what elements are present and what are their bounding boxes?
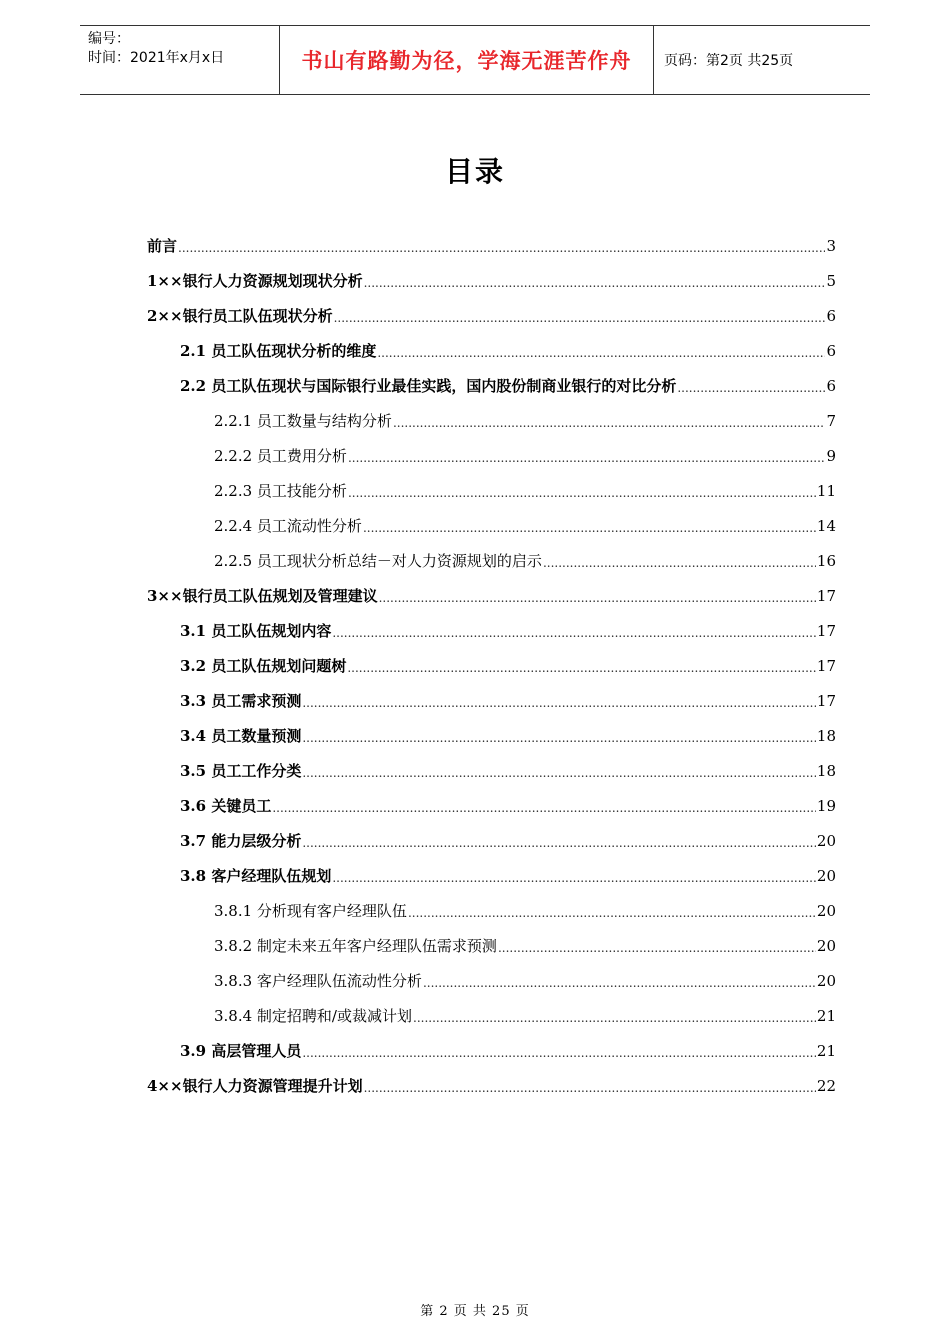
toc-entry-label: 3.9 高层管理人员 bbox=[180, 1042, 302, 1060]
toc-entry-page: 6 bbox=[826, 376, 836, 395]
toc-entry[interactable] bbox=[147, 473, 836, 508]
toc-entry-page: 17 bbox=[816, 586, 836, 605]
page-footer: 第 2 页 共 25 页 bbox=[420, 1304, 530, 1319]
toc-entry[interactable] bbox=[147, 508, 836, 543]
header-time-label: 时间：2021年x月x日 bbox=[88, 50, 225, 66]
toc-entry-label: 3.8.2 制定未来五年客户经理队伍需求预测 bbox=[214, 937, 497, 955]
toc-leader-dots bbox=[363, 522, 816, 543]
toc-entry-label: 前言 bbox=[147, 237, 178, 255]
toc-entry[interactable] bbox=[147, 263, 836, 298]
toc-leader-dots bbox=[272, 802, 816, 823]
toc-entry-page: 21 bbox=[816, 1006, 836, 1025]
toc-entry-page: 19 bbox=[816, 796, 836, 815]
toc-entry-page: 20 bbox=[816, 971, 836, 990]
toc-entry-label: 1××银行人力资源规划现状分析 bbox=[147, 272, 363, 290]
toc-entry-label: 4××银行人力资源管理提升计划 bbox=[147, 1077, 363, 1095]
toc-entry[interactable] bbox=[147, 1033, 836, 1068]
toc-entry[interactable] bbox=[147, 438, 836, 473]
toc-entry-page: 17 bbox=[816, 656, 836, 675]
toc-entry-page: 6 bbox=[826, 341, 836, 360]
toc-entry-page: 17 bbox=[816, 691, 836, 710]
toc-entry[interactable] bbox=[147, 893, 836, 928]
toc-entry[interactable] bbox=[147, 963, 836, 998]
toc-leader-dots bbox=[302, 1047, 816, 1068]
toc-entry-page: 20 bbox=[816, 936, 836, 955]
toc-entry-page: 7 bbox=[826, 411, 836, 430]
toc-leader-dots bbox=[348, 452, 826, 473]
toc-entry-page: 20 bbox=[816, 901, 836, 920]
toc-entry-label: 2.2.4 员工流动性分析 bbox=[214, 517, 362, 535]
toc-entry-page: 22 bbox=[816, 1076, 836, 1095]
table-of-contents bbox=[147, 228, 836, 1103]
toc-entry-page: 20 bbox=[816, 831, 836, 850]
toc-entry[interactable] bbox=[147, 648, 836, 683]
toc-entry[interactable] bbox=[147, 998, 836, 1033]
header-meta bbox=[80, 26, 280, 94]
header-number-label: 编号： bbox=[88, 31, 130, 47]
toc-entry[interactable] bbox=[147, 1068, 836, 1103]
toc-leader-dots bbox=[302, 837, 816, 858]
toc-leader-dots bbox=[423, 977, 816, 998]
toc-leader-dots bbox=[302, 767, 816, 788]
toc-entry-label: 3.4 员工数量预测 bbox=[180, 727, 302, 745]
toc-entry-page: 18 bbox=[816, 761, 836, 780]
toc-leader-dots bbox=[543, 557, 816, 578]
toc-entry-label: 2.2 员工队伍现状与国际银行业最佳实践，国内股份制商业银行的对比分析 bbox=[180, 377, 677, 395]
page-header bbox=[80, 25, 870, 95]
toc-entry-page: 17 bbox=[816, 621, 836, 640]
toc-entry-page: 21 bbox=[816, 1041, 836, 1060]
toc-title: 目录 bbox=[444, 155, 505, 188]
toc-entry[interactable] bbox=[147, 928, 836, 963]
toc-entry-label: 3.8.1 分析现有客户经理队伍 bbox=[214, 902, 407, 920]
toc-entry[interactable] bbox=[147, 823, 836, 858]
toc-entry[interactable] bbox=[147, 368, 836, 403]
toc-entry-label: 2.2.2 员工费用分析 bbox=[214, 447, 347, 465]
toc-entry-label: 2.2.3 员工技能分析 bbox=[214, 482, 347, 500]
toc-entry-label: 3.3 员工需求预测 bbox=[180, 692, 302, 710]
toc-entry-label: 3××银行员工队伍规划及管理建议 bbox=[147, 587, 378, 605]
toc-entry-page: 11 bbox=[816, 481, 836, 500]
toc-entry-label: 3.6 关键员工 bbox=[180, 797, 272, 815]
toc-entry[interactable] bbox=[147, 333, 836, 368]
toc-entry-page: 14 bbox=[816, 516, 836, 535]
toc-leader-dots bbox=[334, 312, 826, 333]
header-motto: 书山有路勤为径，学海无涯苦作舟 bbox=[280, 26, 654, 94]
toc-leader-dots bbox=[178, 242, 825, 263]
toc-leader-dots bbox=[377, 347, 825, 368]
header-page-code: 页码：第2页 共25页 bbox=[664, 53, 794, 69]
toc-entry[interactable] bbox=[147, 683, 836, 718]
toc-leader-dots bbox=[302, 697, 816, 718]
toc-leader-dots bbox=[364, 1082, 816, 1103]
toc-entry[interactable] bbox=[147, 753, 836, 788]
toc-entry-label: 2.2.5 员工现状分析总结－对人力资源规划的启示 bbox=[214, 552, 542, 570]
toc-leader-dots bbox=[302, 732, 816, 753]
toc-entry-label: 2.1 员工队伍现状分析的维度 bbox=[180, 342, 377, 360]
toc-entry-page: 6 bbox=[826, 306, 836, 325]
toc-entry[interactable] bbox=[147, 578, 836, 613]
toc-entry-page: 3 bbox=[826, 236, 836, 255]
toc-leader-dots bbox=[379, 592, 816, 613]
toc-entry-label: 3.2 员工队伍规划问题树 bbox=[180, 657, 347, 675]
toc-entry[interactable] bbox=[147, 613, 836, 648]
toc-entry[interactable] bbox=[147, 403, 836, 438]
toc-entry[interactable] bbox=[147, 298, 836, 333]
toc-leader-dots bbox=[347, 662, 816, 683]
toc-entry[interactable] bbox=[147, 228, 836, 263]
toc-leader-dots bbox=[332, 872, 816, 893]
toc-entry-label: 2.2.1 员工数量与结构分析 bbox=[214, 412, 392, 430]
toc-entry-page: 5 bbox=[826, 271, 836, 290]
toc-leader-dots bbox=[364, 277, 826, 298]
toc-entry[interactable] bbox=[147, 788, 836, 823]
toc-entry-page: 16 bbox=[816, 551, 836, 570]
toc-entry-page: 20 bbox=[816, 866, 836, 885]
toc-leader-dots bbox=[332, 627, 816, 648]
toc-entry-label: 3.8 客户经理队伍规划 bbox=[180, 867, 332, 885]
toc-entry-label: 3.5 员工工作分类 bbox=[180, 762, 302, 780]
toc-leader-dots bbox=[677, 382, 825, 403]
toc-leader-dots bbox=[348, 487, 816, 508]
toc-leader-dots bbox=[393, 417, 826, 438]
toc-entry-label: 3.1 员工队伍规划内容 bbox=[180, 622, 332, 640]
toc-entry[interactable] bbox=[147, 543, 836, 578]
toc-entry-page: 9 bbox=[826, 446, 836, 465]
toc-entry[interactable] bbox=[147, 718, 836, 753]
toc-leader-dots bbox=[413, 1012, 816, 1033]
toc-entry-page: 18 bbox=[816, 726, 836, 745]
toc-entry-label: 3.8.4 制定招聘和/或裁减计划 bbox=[214, 1007, 412, 1025]
toc-entry-label: 2××银行员工队伍现状分析 bbox=[147, 307, 333, 325]
toc-leader-dots bbox=[408, 907, 816, 928]
toc-entry[interactable] bbox=[147, 858, 836, 893]
toc-entry-label: 3.8.3 客户经理队伍流动性分析 bbox=[214, 972, 422, 990]
toc-entry-label: 3.7 能力层级分析 bbox=[180, 832, 302, 850]
toc-leader-dots bbox=[498, 942, 816, 963]
